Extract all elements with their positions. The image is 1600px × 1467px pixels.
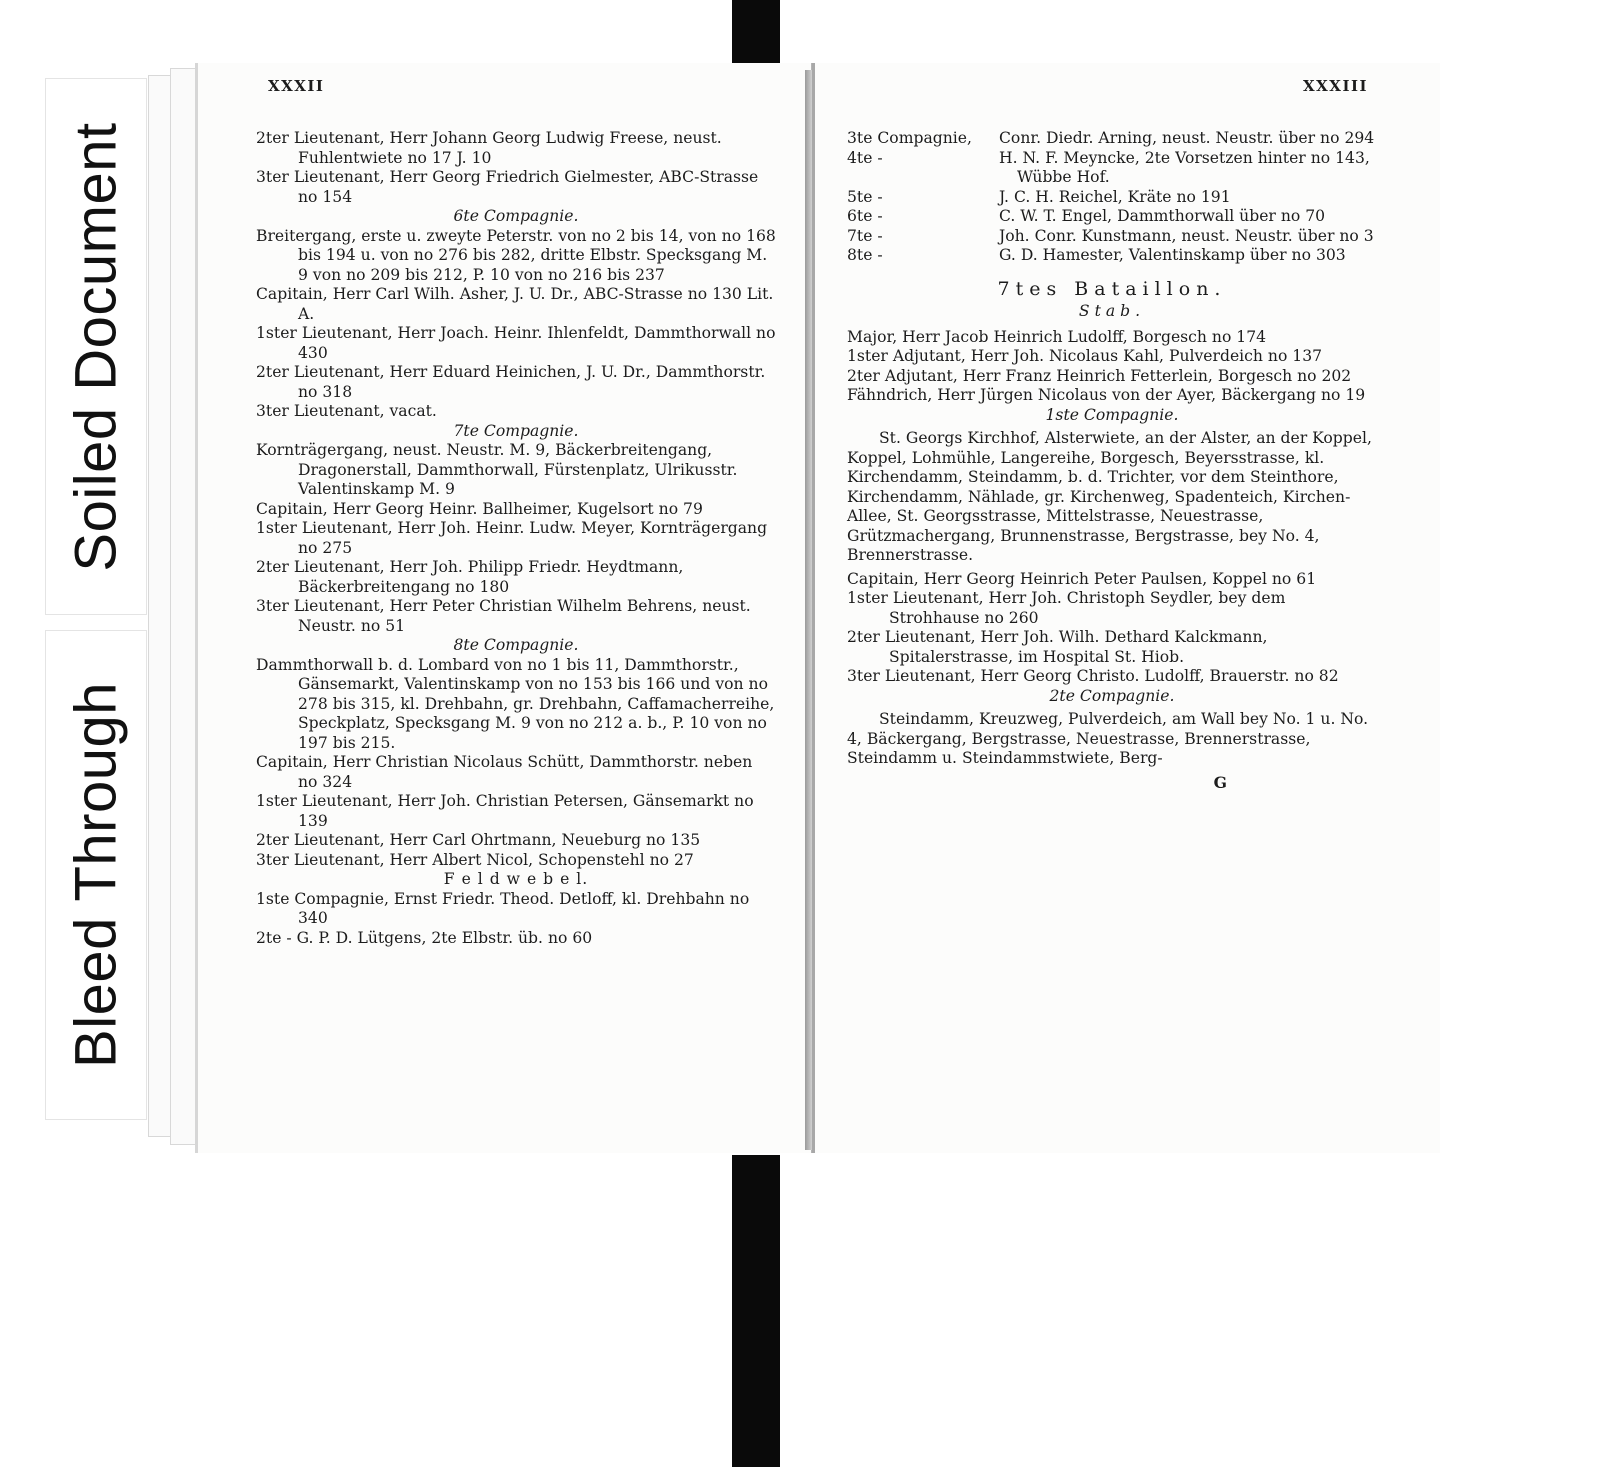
company-heading: 2te Compagnie.	[1049, 686, 1175, 705]
company-row	[847, 227, 1377, 247]
company-row	[847, 129, 1377, 149]
roster-entry: 1ster Lieutenant, Herr Joh. Christian Petersen, Gänsemarkt no 139	[256, 792, 754, 830]
roster-entry: Dammthorwall b. d. Lombard von no 1 bis 11, Dammthorstr., Gänsemarkt, Valentinskamp von no 153 bis 166 und von no 278 bis 315, kl. Drehbahn, gr. Drehbahn, Caffamacherreihe, Speckplatz, Specksgang M. 9 von no 212 a. b., P. 10 von no 197 bis 215.	[256, 655, 775, 752]
signature-mark: G	[1213, 772, 1227, 792]
roster-entry: 2ter Lieutenant, Herr Eduard Heinichen, J. U. Dr., Dammthorstr. no 318	[256, 363, 766, 401]
roster-entry: 2ter Lieutenant, Herr Joh. Wilh. Dethard Kalckmann, Spitalerstrasse, im Hospital St. Hiob.	[847, 628, 1268, 666]
company-feldwebel: Joh. Conr. Kunstmann, neust. Neustr. über no 3	[999, 226, 1374, 245]
company-row	[847, 188, 1377, 208]
roster-entry: Capitain, Herr Georg Heinr. Ballheimer, Kugelsort no 79	[256, 499, 703, 518]
company-heading: 7te Compagnie.	[453, 421, 579, 440]
roster-entry: 1ster Lieutenant, Herr Joh. Christoph Seydler, bey dem Strohhause no 260	[847, 589, 1286, 627]
roster-entry: Kornträgergang, neust. Neustr. M. 9, Bäckerbreitengang, Dragonerstall, Dammthorwall, Fürstenplatz, Ulrikusstr. Valentinskamp M. 9	[256, 441, 738, 498]
right-entries	[847, 328, 1377, 769]
section-heading: F e l d w e b e l.	[443, 870, 589, 888]
company-name: 4te -	[847, 148, 883, 167]
roster-entry: Fähndrich, Herr Jürgen Nicolaus von der Ayer, Bäckergang no 19	[847, 386, 1366, 404]
roster-entry: 3ter Lieutenant, Herr Georg Friedrich Gielmester, ABC-Strasse no 154	[256, 168, 759, 206]
spine-strip-bottom	[732, 1155, 780, 1467]
company-name: 6te -	[847, 207, 883, 225]
roster-entry: 1ste Compagnie, Ernst Friedr. Theod. Detloff, kl. Drehbahn no 340	[256, 889, 750, 927]
roster-entry: 2te - G. P. D. Lütgens, 2te Elbstr. üb. no 60	[256, 928, 593, 947]
roster-entry: Capitain, Herr Georg Heinrich Peter Paulsen, Koppel no 61	[847, 569, 1317, 588]
district-paragraph: St. Georgs Kirchhof, Alsterwiete, an der Alster, an der Koppel, Koppel, Lohmühle, Langereihe, Borgesch, Beyersstrasse, kl. Kirchendamm, Steindamm, b. d. Trichter, vor dem Steinthore, Kirchendamm, Nählade, gr. Kirchenweg, Spadenteich, Kirchen-Allee, St. Georgsstrasse, Mittelstrasse, Neuestrasse, Grützmachergang, Brunnenstrasse, Bergstrasse, bey No. 4, Brennerstrasse.	[847, 429, 1372, 564]
soiled-document-text: Soiled Document	[63, 121, 129, 572]
company-heading: 1ste Compagnie.	[1045, 405, 1179, 424]
roster-entry: 3ter Lieutenant, Herr Peter Christian Wilhelm Behrens, neust. Neustr. no 51	[256, 597, 751, 635]
roster-entry: 1ster Lieutenant, Herr Joh. Heinr. Ludw. Meyer, Kornträgergang no 275	[256, 519, 768, 557]
soiled-document-label	[45, 78, 147, 615]
roster-entry: Capitain, Herr Christian Nicolaus Schütt, Dammthorstr. neben no 324	[256, 753, 753, 791]
roster-entry: Breitergang, erste u. zweyte Peterstr. von no 2 bis 14, von no 168 bis 194 u. von no 276 bis 282, dritte Elbstr. Specksgang M. 9 von no 209 bis 212, P. 10 von no 216 bis 237	[256, 226, 776, 284]
roster-entry: 2ter Lieutenant, Herr Johann Georg Ludwig Freese, neust. Fuhlentwiete no 17 J. 10	[256, 129, 722, 167]
company-feldwebel: C. W. T. Engel, Dammthorwall über no 70	[999, 207, 1326, 225]
right-page-body	[847, 129, 1377, 792]
roster-entry: 2ter Lieutenant, Herr Joh. Philipp Friedr. Heydtmann, Bäckerbreitengang no 180	[256, 558, 684, 596]
company-heading: 8te Compagnie.	[453, 636, 579, 654]
district-paragraph: Steindamm, Kreuzweg, Pulverdeich, am Wall bey No. 1 u. No. 4, Bäckergang, Bergstrasse, Neuestrasse, Brennerstrasse, Steindamm u. Steindammstwiete, Berg-	[847, 710, 1369, 767]
bleed-through-text: Bleed Through	[63, 682, 129, 1068]
bleed-through-label	[45, 630, 147, 1120]
company-heading: 6te Compagnie.	[453, 207, 579, 225]
stab-heading: Stab.	[1078, 302, 1146, 320]
left-page-body	[256, 129, 776, 948]
company-feldwebel: G. D. Hamester, Valentinskamp über no 303	[999, 246, 1346, 264]
roster-entry: Capitain, Herr Carl Wilh. Asher, J. U. Dr., ABC-Strasse no 130 Lit. A.	[256, 285, 774, 323]
roster-entry: 3ter Lieutenant, vacat.	[256, 402, 437, 420]
company-feldwebel: Conr. Diedr. Arning, neust. Neustr. über no 294	[999, 129, 1375, 147]
right-page	[812, 63, 1440, 1153]
company-name: 7te -	[847, 226, 883, 245]
left-page-number: XXXII	[268, 77, 325, 95]
roster-entry: 1ster Lieutenant, Herr Joach. Heinr. Ihlenfeldt, Dammthorwall no 430	[256, 324, 776, 362]
roster-entry: 3ter Lieutenant, Herr Georg Christo. Ludolff, Brauerstr. no 82	[847, 667, 1339, 685]
battalion-heading: 7tes Bataillon.	[997, 277, 1227, 300]
company-feldwebel: H. N. F. Meyncke, 2te Vorsetzen hinter no 143, Wübbe Hof.	[999, 148, 1370, 186]
roster-entry: 1ster Adjutant, Herr Joh. Nicolaus Kahl, Pulverdeich no 137	[847, 347, 1323, 365]
company-name: 3te Compagnie,	[847, 129, 972, 147]
left-page	[195, 63, 814, 1153]
roster-entry: 2ter Lieutenant, Herr Carl Ohrtmann, Neueburg no 135	[256, 831, 701, 849]
roster-entry: Major, Herr Jacob Heinrich Ludolff, Borgesch no 174	[847, 327, 1267, 346]
right-page-number: XXXIII	[1303, 77, 1368, 95]
company-row	[847, 246, 1377, 266]
company-name: 8te -	[847, 246, 883, 264]
company-row	[847, 149, 1377, 188]
roster-entry: 3ter Lieutenant, Herr Albert Nicol, Schopenstehl no 27	[256, 850, 694, 869]
roster-entry: 2ter Adjutant, Herr Franz Heinrich Fetterlein, Borgesch no 202	[847, 366, 1352, 385]
feldwebel-list	[847, 129, 1377, 266]
company-row	[847, 207, 1377, 227]
company-name: 5te -	[847, 187, 883, 206]
company-feldwebel: J. C. H. Reichel, Kräte no 191	[999, 187, 1231, 206]
